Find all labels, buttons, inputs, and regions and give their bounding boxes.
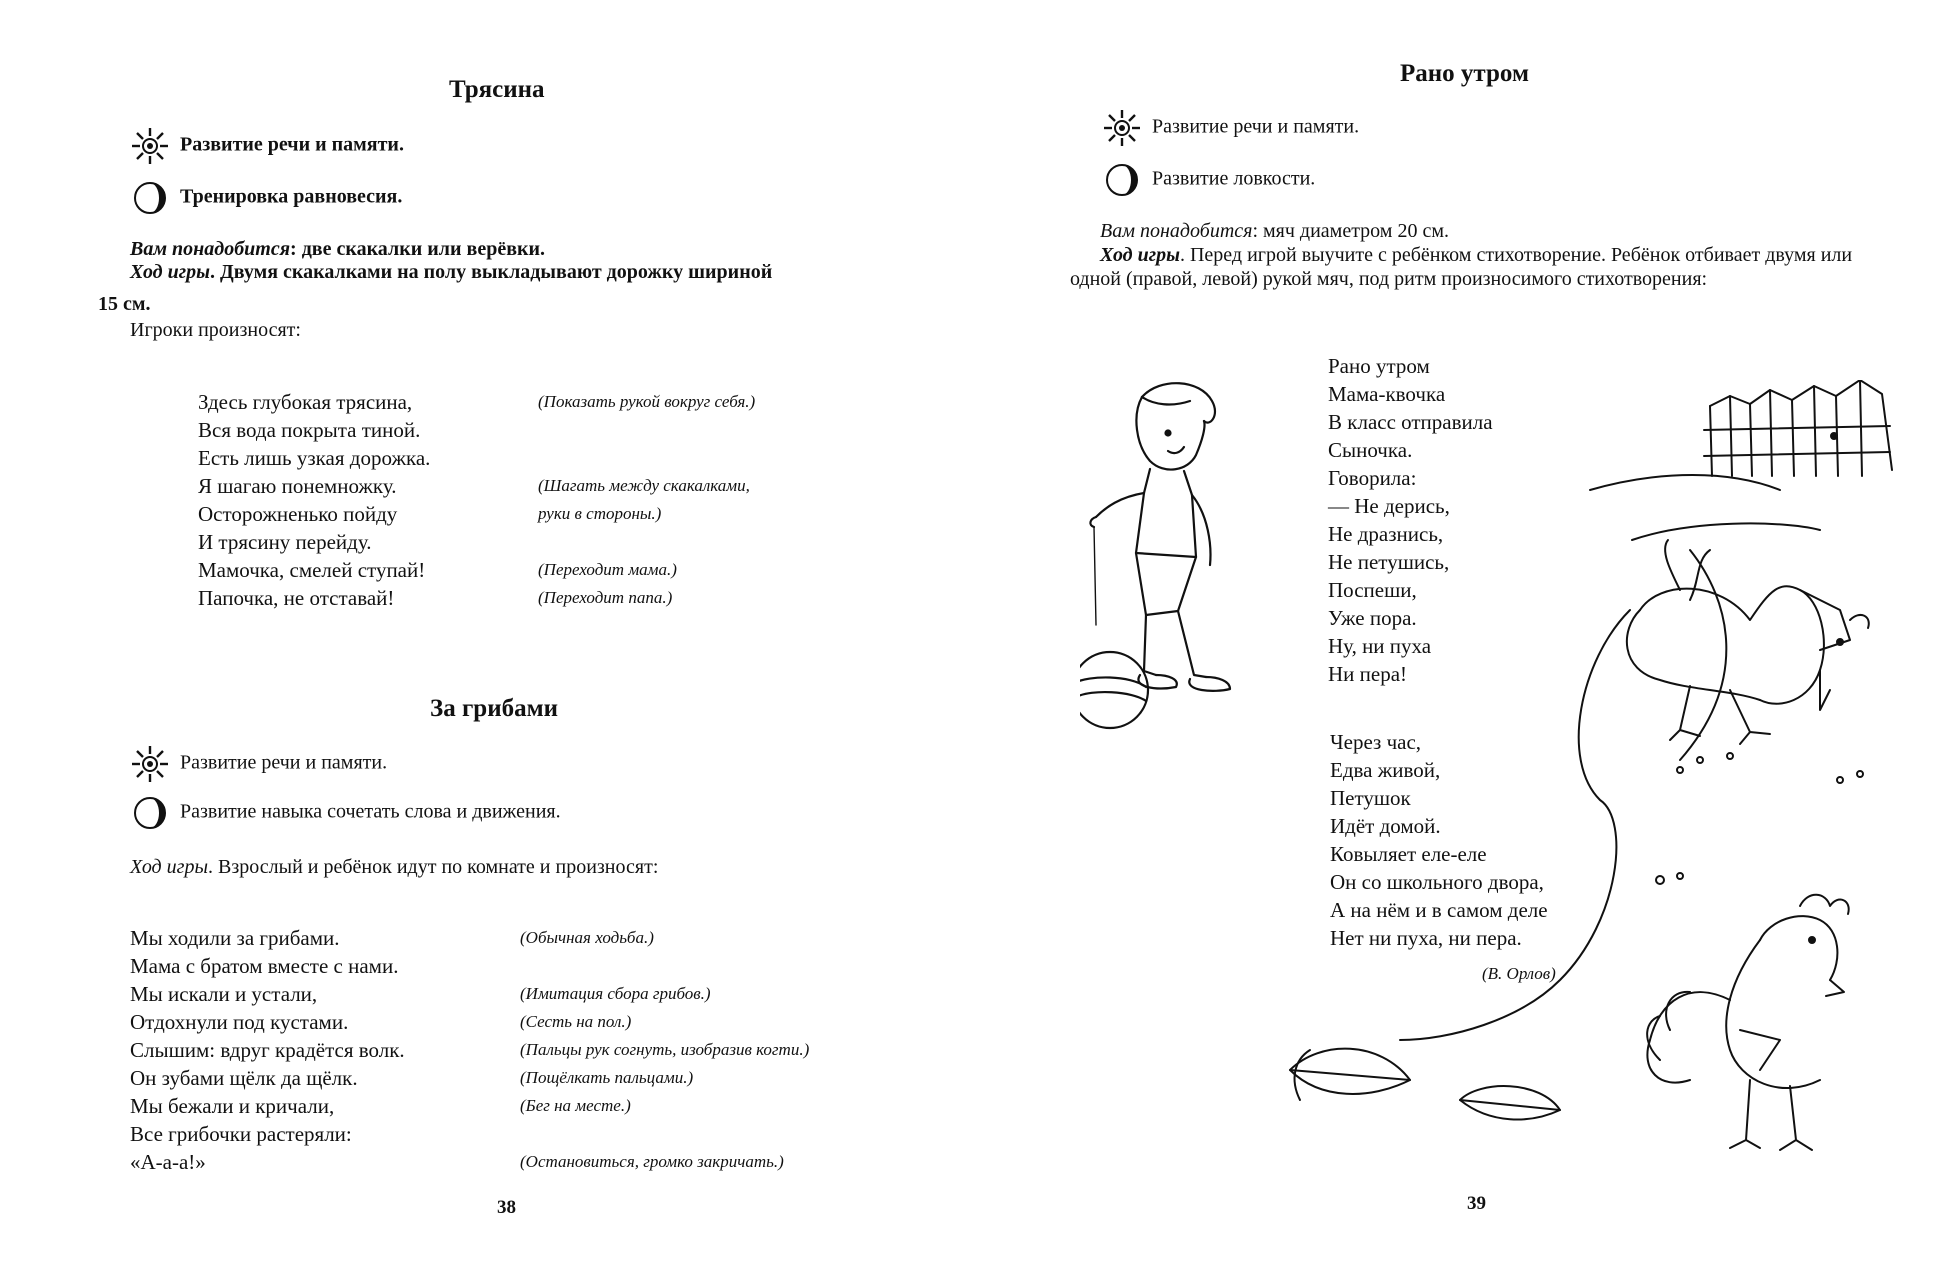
right-page: [1070, 0, 1950, 1275]
verse-line: Мы бежали и кричали,: [130, 1094, 335, 1118]
verse-line: Не дразнись,: [1328, 522, 1444, 546]
stage-note: (Бег на месте.): [520, 1096, 631, 1115]
verse-line: Петушок: [1330, 786, 1411, 810]
fence: [1704, 380, 1892, 476]
needs-line: Вам понадобится: две скакалки или верёвки.: [130, 238, 546, 260]
verse-line: Он зубами щёлк да щёлк.: [130, 1066, 358, 1090]
notes-za-gribami: [520, 924, 809, 1176]
stage-note: (Сесть на пол.): [520, 1012, 632, 1031]
stage-note: (Обычная ходьба.): [520, 928, 654, 947]
stage-note: (Шагать между скакалками,: [538, 476, 750, 495]
stage-note: (Показать рукой вокруг себя.): [538, 392, 756, 411]
stage-note: [538, 444, 755, 472]
verse-line: Мамочка, смелей ступай!: [198, 558, 426, 582]
skill-row: [130, 178, 402, 218]
stage-note: [520, 1120, 809, 1148]
skill-row: [1102, 160, 1315, 200]
sun-icon: [130, 744, 170, 784]
skill-row: [1102, 108, 1359, 148]
verse-line: Мы ходили за грибами.: [130, 926, 340, 950]
skill-label: Развитие речи и памяти.: [180, 133, 404, 156]
game-title-rano-utrom: Рано утром: [1400, 60, 1529, 87]
hen-and-rooster-illustration: [1260, 380, 1950, 1160]
skill-label: Развитие ловкости.: [1152, 167, 1316, 190]
verse-line: Не петушись,: [1328, 550, 1450, 574]
verse-line: Идёт домой.: [1330, 814, 1441, 838]
skill-label: Развитие речи и памяти.: [180, 751, 388, 774]
howto-line: Ход игры. Двумя скакалками на полу выкладывают дорожку шириной: [130, 261, 773, 283]
sun-icon: [130, 126, 170, 166]
verse-line: Мама с братом вместе с нами.: [130, 954, 399, 978]
verse-line: Слышим: вдруг крадётся волк.: [130, 1038, 405, 1062]
skill-label: Развитие речи и памяти.: [1152, 115, 1360, 138]
verse-line: «А-а-а!»: [130, 1150, 206, 1174]
verse-line: Папочка, не отставай!: [198, 586, 395, 610]
howto-continuation: 15 см.: [98, 293, 151, 315]
verse-line: Едва живой,: [1330, 758, 1441, 782]
verse-line: Я шагаю понемножку.: [198, 474, 397, 498]
stage-note: (Переходит мама.): [538, 560, 677, 579]
verse-line: Ковыляет еле-еле: [1330, 842, 1487, 866]
verse-line: Говорила:: [1328, 466, 1417, 490]
verse-tryasina: [198, 388, 430, 612]
verse-za-gribami: [130, 924, 405, 1176]
verse-line: Рано утром: [1328, 354, 1430, 378]
skill-row: [130, 744, 387, 784]
sun-icon: [1102, 108, 1142, 148]
howto-line: Ход игры. Взрослый и ребёнок идут по комнате и произносят:: [130, 856, 659, 878]
feathers: [1290, 1049, 1560, 1120]
rooster: [1647, 895, 1849, 1150]
verse-line: Все грибочки растеряли:: [130, 1122, 352, 1146]
verse-line: Уже пора.: [1328, 606, 1417, 630]
verse-line: Есть лишь узкая дорожка.: [198, 446, 431, 470]
verse-line: Отдохнули под кустами.: [130, 1010, 349, 1034]
stage-note: (Остановиться, громко закричать.): [520, 1152, 784, 1171]
skill-row: [130, 126, 404, 166]
verse-line: Он со школьного двора,: [1330, 870, 1544, 894]
verse-line: А на нём и в самом деле: [1330, 898, 1548, 922]
moon-icon: [130, 178, 170, 218]
stage-note: (Пощёлкать пальцами.): [520, 1068, 694, 1087]
notes-tryasina: [538, 388, 755, 612]
stage-note: [538, 528, 755, 556]
poem-author: (В. Орлов): [1482, 964, 1556, 983]
game-title-za-gribami: За грибами: [430, 695, 559, 722]
stage-note: [538, 416, 755, 444]
page-number: 38: [497, 1197, 516, 1218]
stage-note: (Имитация сбора грибов.): [520, 984, 711, 1003]
footprints: [1656, 753, 1863, 884]
stage-note: руки в стороны.): [538, 504, 662, 523]
stage-note: [520, 952, 809, 980]
howto-paragraph: Ход игры. Перед игрой выучите с ребёнком стихотворение. Ребёнок отбивает двумя или одной (правой, левой) рукой мяч, под ритм произносимого стихотворения:: [1070, 244, 1853, 290]
needs-line: Вам понадобится: мяч диаметром 20 см.: [1100, 220, 1449, 242]
verse-line: Через час,: [1330, 730, 1422, 754]
page-number: 39: [1467, 1193, 1486, 1214]
hen: [1627, 540, 1869, 744]
moon-icon: [1102, 160, 1142, 200]
verse-line: И трясину перейду.: [198, 530, 372, 554]
boy-with-ball-illustration: [1080, 375, 1280, 745]
skill-row: [130, 793, 561, 833]
verse-line: Сыночка.: [1328, 438, 1413, 462]
moon-icon: [130, 793, 170, 833]
players-say: Игроки произносят:: [130, 319, 301, 341]
verse-line: Нет ни пуха, ни пера.: [1330, 926, 1522, 950]
skill-label: Развитие навыка сочетать слова и движения.: [180, 800, 561, 823]
verse-line: Осторожненько пойду: [198, 502, 398, 526]
verse-line: Ну, ни пуха: [1328, 634, 1432, 658]
verse-line: Мы искали и устали,: [130, 982, 318, 1006]
verse-line: Поспеши,: [1328, 578, 1417, 602]
verse-line: Ни пера!: [1328, 662, 1408, 686]
verse-line: Мама-квочка: [1328, 382, 1446, 406]
skill-label: Тренировка равновесия.: [180, 185, 403, 208]
game-title-tryasina: Трясина: [449, 76, 545, 103]
stage-note: (Переходит папа.): [538, 588, 673, 607]
stage-note: (Пальцы рук согнуть, изобразив когти.): [520, 1040, 810, 1059]
verse-line: Здесь глубокая трясина,: [198, 390, 413, 414]
verse-line: Вся вода покрыта тиной.: [198, 418, 421, 442]
verse-line: — Не дерись,: [1328, 494, 1450, 518]
verse-line: В класс отправила: [1328, 410, 1493, 434]
